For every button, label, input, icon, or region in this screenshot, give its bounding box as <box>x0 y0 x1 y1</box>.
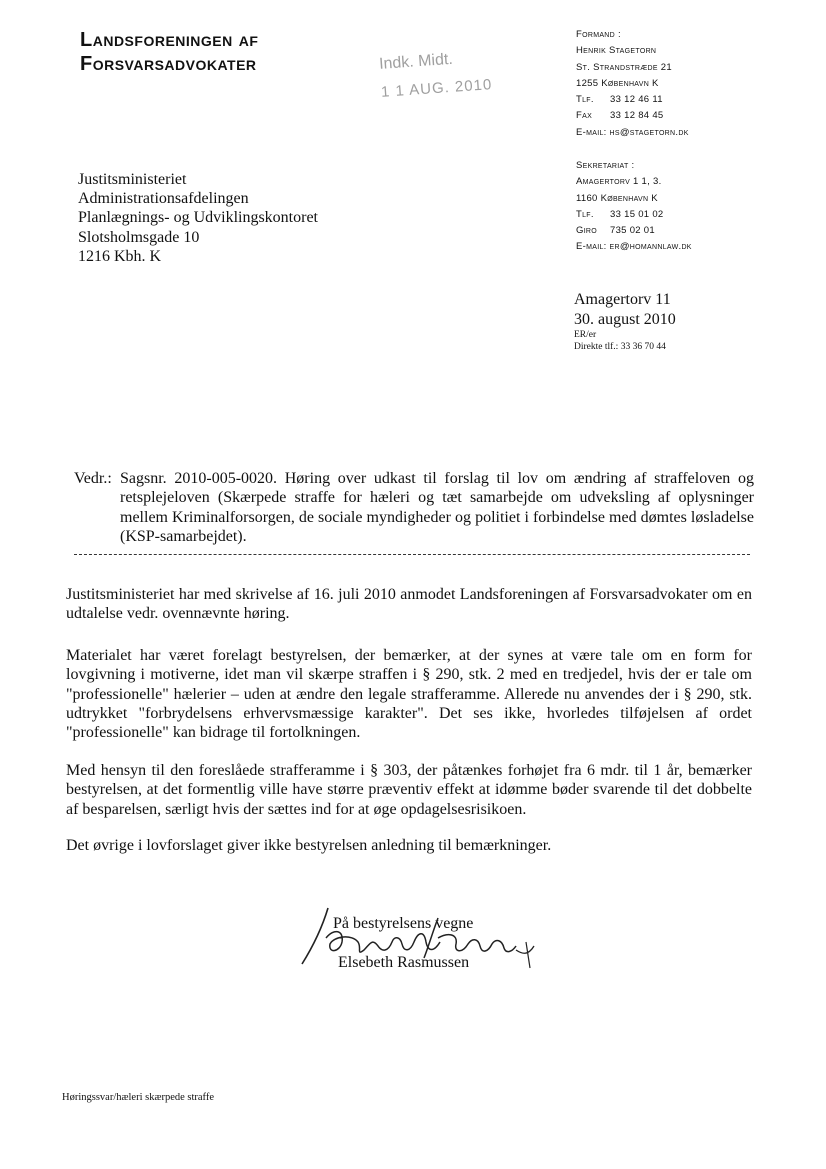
secretariat-contact-block <box>576 158 692 256</box>
paragraph-1: Justitsministeriet har med skrivelse af 16. juli 2010 anmodet Landsforeningen af Forsvarsadvokater om en udtalelse vedr. ovennævnte høring. <box>66 586 752 623</box>
date-block <box>574 290 676 353</box>
stamp-line1: Indk. Midt. <box>378 50 454 73</box>
secretariat-phone-row <box>576 207 692 223</box>
organization-name <box>80 28 258 76</box>
recipient-line4: Slotsholmsgade 10 <box>78 228 200 246</box>
recipient-address <box>78 170 318 266</box>
paragraph-3: Med hensyn til den foreslåede strafferamme i § 303, der påtænkes forhøjet fra 6 mdr. til 1 år, bemærker bestyrelsen, at det formentlig ville have større præventiv effekt at idømme bøder svarende til det dobbelte af besparelsen, særligt hvis der sættes ind for at øge opdagelsesrisikoen. <box>66 762 752 818</box>
dashed-divider <box>74 554 750 555</box>
subject-label: Vedr.: <box>74 470 112 487</box>
recipient-line3: Planlægnings- og Udviklingskontoret <box>78 209 318 227</box>
letter-date: 30. august 2010 <box>574 310 676 328</box>
recipient-line5: 1216 Kbh. K <box>78 247 162 265</box>
chairman-city: 1255 København K <box>576 77 659 89</box>
secretariat-email: E-mail: er@homannlaw.dk <box>576 241 692 253</box>
secretariat-street: Amagertorv 1 1, 3. <box>576 176 662 188</box>
chairman-phone-row <box>576 92 689 108</box>
chairman-heading: Formand : <box>576 29 621 40</box>
signature-greeting: På bestyrelsens vegne <box>333 915 474 932</box>
secretariat-phone-label: Tlf. <box>576 208 594 220</box>
recipient-line2: Administrationsafdelingen <box>78 190 249 208</box>
org-name-line1: Landsforeningen af <box>80 29 259 51</box>
chairman-email: E-mail: hs@stagetorn.dk <box>576 126 689 138</box>
secretariat-giro-label: Giro <box>576 225 598 237</box>
secretariat-giro-row <box>576 223 692 239</box>
chairman-fax-row <box>576 108 689 124</box>
sender-place: Amagertorv 11 <box>574 291 671 308</box>
footer-file-reference: Høringssvar/hæleri skærpede straffe <box>62 1092 215 1103</box>
chairman-fax-label: Fax <box>576 110 593 122</box>
stamp-line2: 1 1 AUG. 2010 <box>380 76 493 101</box>
chairman-name: Henrik Stagetorn <box>576 45 657 57</box>
recipient-line1: Justitsministeriet <box>78 171 187 188</box>
secretariat-phone: 33 15 01 02 <box>610 208 664 220</box>
secretariat-city: 1160 København K <box>576 192 658 204</box>
chairman-phone: 33 12 46 11 <box>610 94 663 106</box>
signatory-name: Elsebeth Rasmussen <box>338 954 470 971</box>
paragraph-2: Materialet har været forelagt bestyrelsen, der bemærker, at der synes at være tale om en form for lovgivning i motiverne, idet man vil skærpe straffen i § 290, stk. 2 med en tredjedel, hvis der er tale om "professionelle" hælerier – uden at ændre den legale strafferamme. Allerede nu anvendes der i § 290, stk. udtrykket "forbrydelsens erhvervsmæssige karakter". Det ses ikke, hvorledes tilføjelsen af ordet "professionelle" kan bidrage til fortolkningen. <box>66 647 752 742</box>
chairman-fax: 33 12 84 45 <box>610 110 664 122</box>
org-name-line2: Forsvarsadvokater <box>80 53 257 75</box>
chairman-phone-label: Tlf. <box>576 94 594 106</box>
direct-phone: Direkte tlf.: 33 36 70 44 <box>574 342 666 352</box>
secretariat-heading: Sekretariat : <box>576 160 635 171</box>
chairman-contact-block <box>576 27 689 141</box>
paragraph-4: Det øvrige i lovforslaget giver ikke bestyrelsen anledning til bemærkninger. <box>66 837 552 854</box>
secretariat-giro: 735 02 01 <box>610 225 655 237</box>
chairman-street: St. Strandstræde 21 <box>576 61 672 73</box>
subject-text: Sagsnr. 2010-005-0020. Høring over udkast til forslag til lov om ændring af straffeloven og retsplejeloven (Skærpede straffe for hæleri og tæt samarbejde om udveksling af oplysninger mellem Kriminalforsorgen, de sociale myndigheder og politiet i forbindelse med dømtes løsladelse (KSP-samarbejdet). <box>120 470 754 545</box>
subject-block <box>74 469 754 546</box>
received-stamp <box>379 48 493 101</box>
reference-initials: ER/er <box>574 330 597 340</box>
